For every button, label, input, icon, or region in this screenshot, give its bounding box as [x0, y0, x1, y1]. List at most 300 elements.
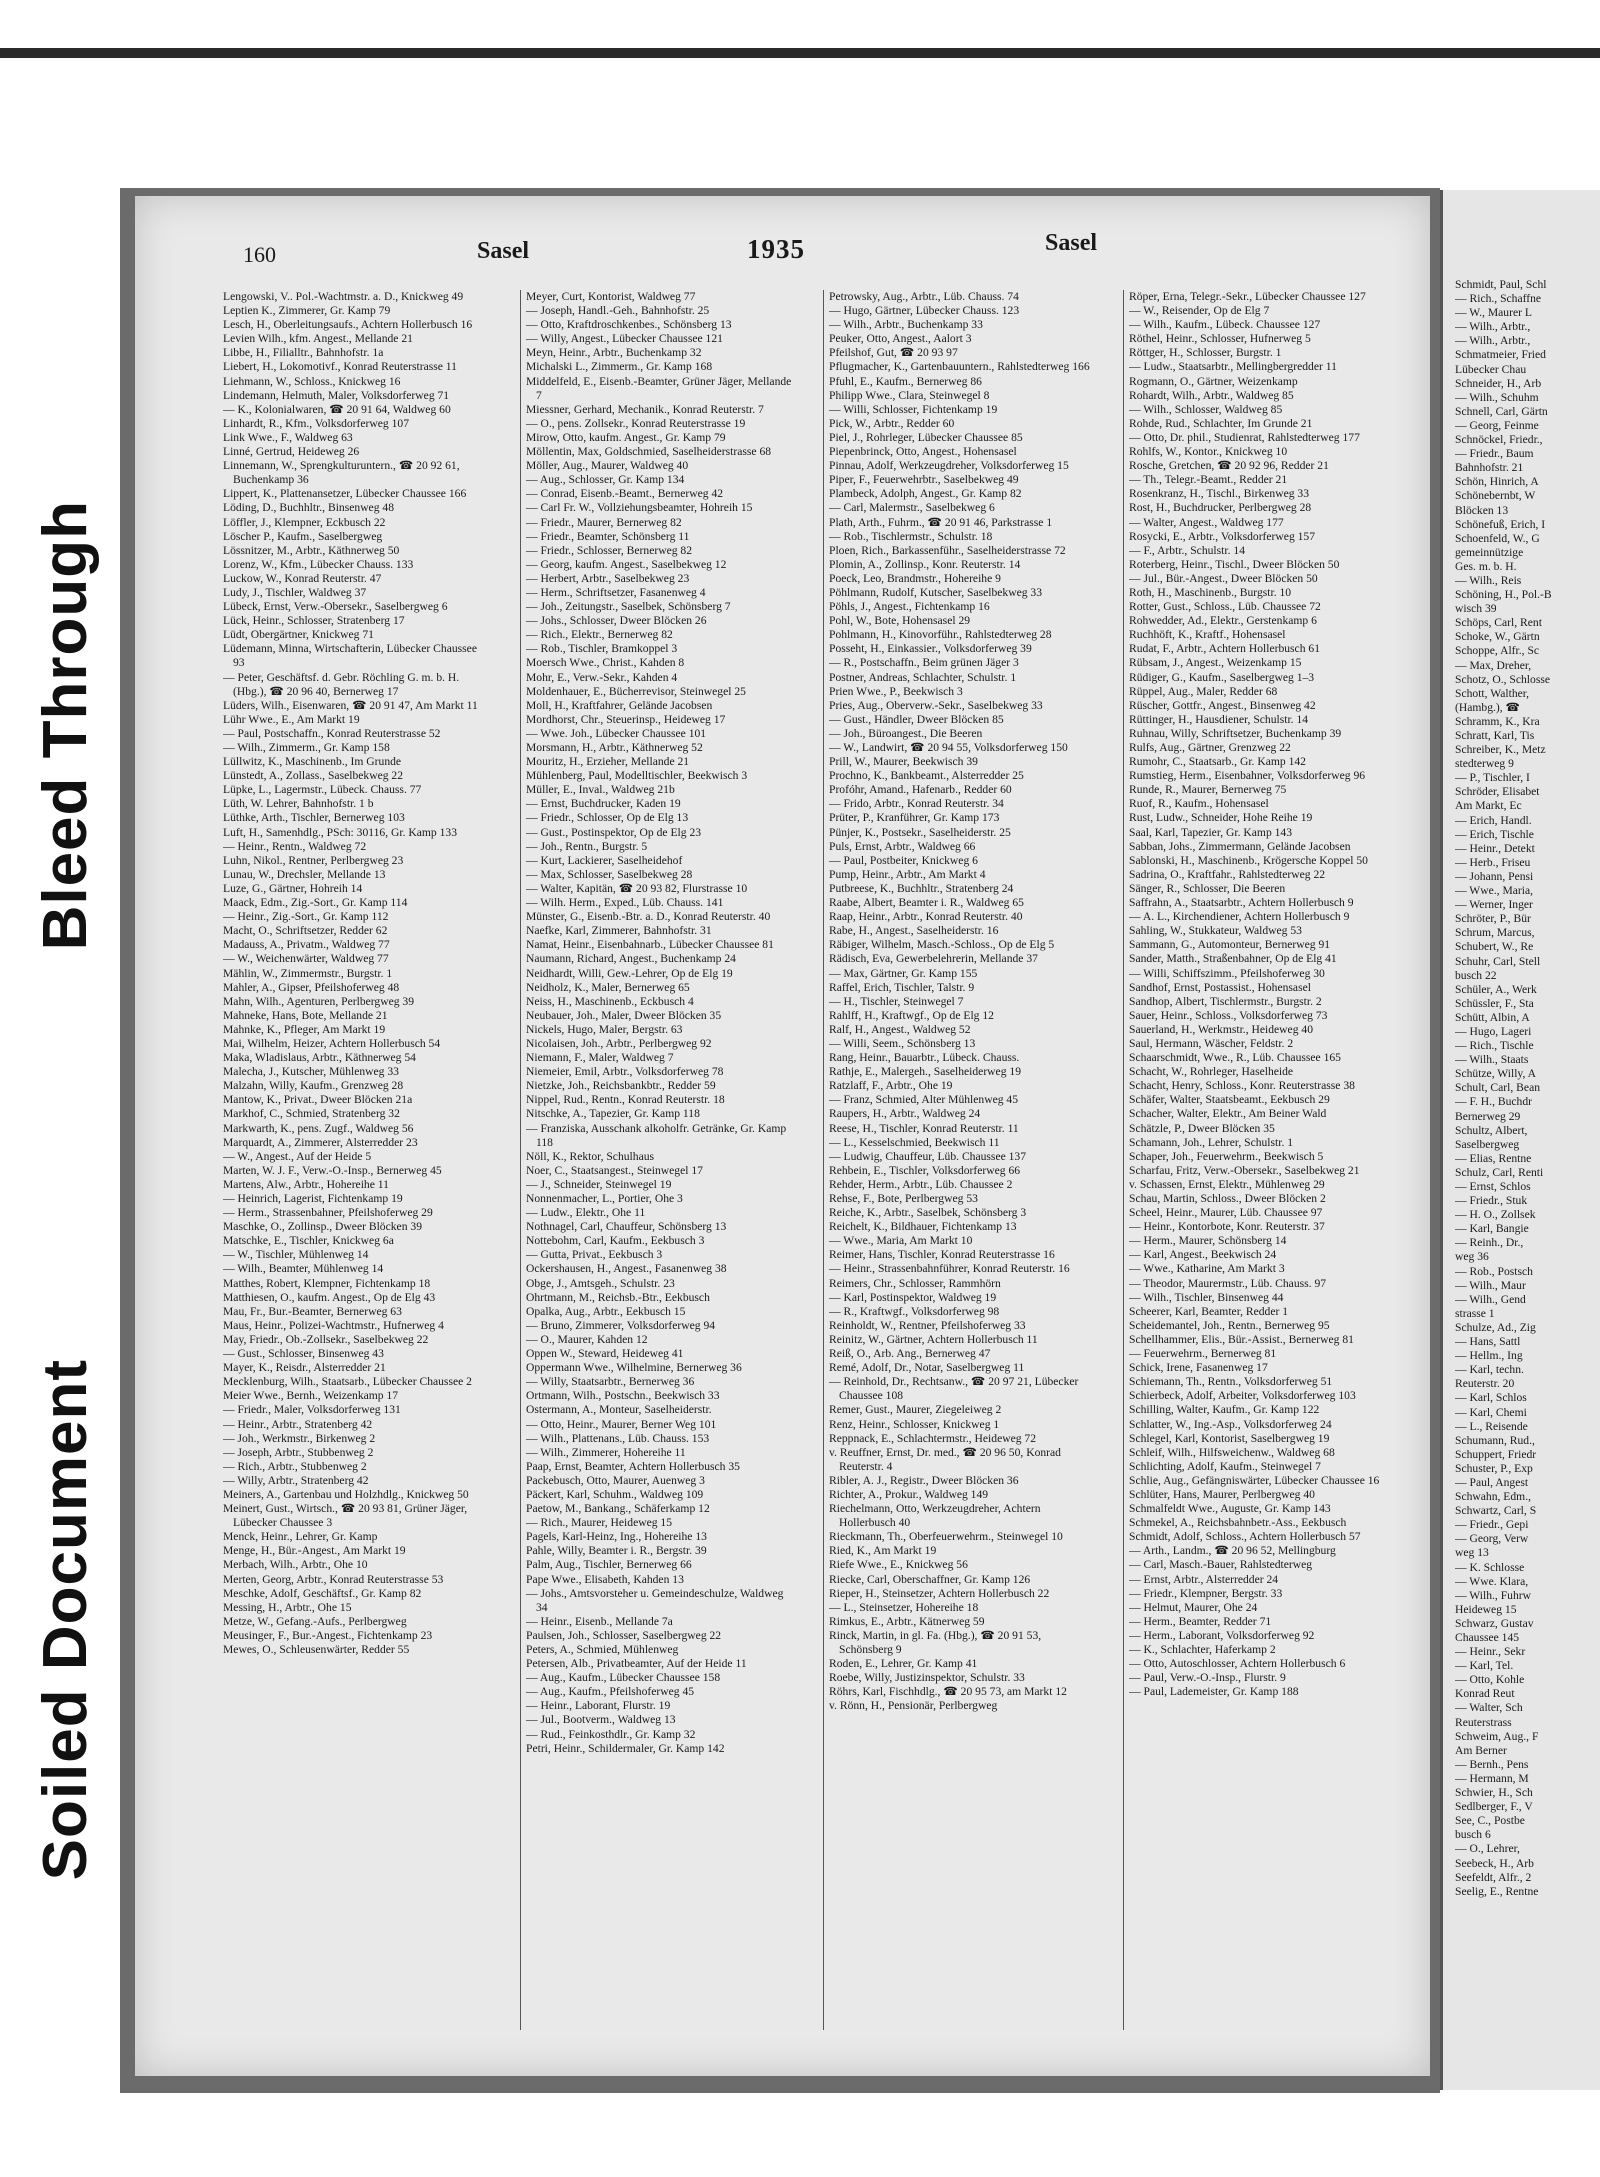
directory-entry: — W., Weichenwärter, Waldweg 77 — [223, 952, 389, 966]
directory-entry: — Gust., Händler, Dweer Blöcken 85 — [829, 712, 1004, 726]
adjacent-page-column — [1455, 278, 1600, 1899]
directory-entry: Sablonski, H., Maschinenb., Krögersche Koppel 50 — [1129, 853, 1368, 867]
directory-entry: Paulsen, Joh., Schlosser, Saselbergweg 22 — [526, 1628, 722, 1642]
adjacent-directory-entry: — Hermann, M — [1455, 1771, 1529, 1785]
adjacent-directory-entry: — O., Lehrer, — [1455, 1842, 1520, 1856]
directory-column-4 — [1129, 290, 1397, 2050]
directory-entry: Scheerer, Karl, Beamter, Redder 1 — [1129, 1304, 1289, 1318]
directory-entry: Riecke, Carl, Oberschaffner, Gr. Kamp 126 — [829, 1572, 1031, 1586]
adjacent-directory-entry: — Ernst, Schlos — [1455, 1180, 1531, 1193]
directory-entry: Michalski L., Zimmerm., Gr. Kamp 168 — [526, 360, 713, 374]
directory-entry: Liehmann, W., Schloss., Knickweg 16 — [223, 374, 401, 388]
directory-entry: Meyer, Curt, Kontorist, Waldweg 77 — [526, 290, 696, 303]
bleed-through-label: Bleed Through — [30, 500, 100, 951]
directory-entry: Pöhlmann, Rudolf, Kutscher, Saselbekweg 33 — [829, 585, 1043, 599]
directory-entry: Riefe Wwe., E., Knickweg 56 — [829, 1558, 968, 1572]
directory-entry: Sauer, Heinr., Schloss., Volksdorferweg 73 — [1129, 1008, 1328, 1022]
directory-entry: Menge, H., Bür.-Angest., Am Markt 19 — [223, 1544, 406, 1558]
directory-entry: Meusinger, F., Bur.-Angest., Fichtenkamp 23 — [223, 1628, 433, 1642]
directory-entry: Maschke, O., Zollinsp., Dweer Blöcken 39 — [223, 1220, 422, 1234]
directory-entry: Schacht, Henry, Schloss., Konr. Reuterstrasse 38 — [1129, 1079, 1355, 1093]
adjacent-directory-entry: — P., Tischler, I — [1455, 771, 1530, 785]
adjacent-directory-entry: — Georg, Feinme — [1455, 418, 1539, 432]
page-year: 1935 — [747, 234, 805, 264]
directory-entry: Malecha, J., Kutscher, Mühlenweg 33 — [223, 1065, 399, 1079]
directory-entry: Lesch, H., Oberleitungsaufs., Achtern Hollerbusch 16 — [223, 318, 473, 332]
directory-entry: Mecklenburg, Wilh., Staatsarb., Lübecker Chaussee 2 — [223, 1375, 472, 1389]
directory-entry: — Frido, Arbtr., Konrad Reuterstr. 34 — [829, 797, 1004, 811]
directory-entry: Merten, Georg, Arbtr., Konrad Reuterstrasse 53 — [223, 1572, 444, 1586]
directory-entry: Schacht, W., Rohrleger, Haselheide — [1129, 1065, 1294, 1079]
directory-entry: — Wwe., Katharine, Am Markt 3 — [1129, 1262, 1285, 1276]
directory-entry: Reiche, K., Arbtr., Saselbek, Schönsberg 3 — [829, 1206, 1027, 1220]
adjacent-directory-entry: stedterweg 9 — [1455, 757, 1514, 771]
directory-entry: Poeck, Leo, Brandmstr., Hohereihe 9 — [829, 571, 1001, 585]
directory-entry: — R., Postschaffn., Beim grünen Jäger 3 — [829, 656, 1019, 670]
directory-entry: Münster, G., Eisenb.-Btr. a. D., Konrad Reuterstr. 40 — [526, 910, 771, 924]
adjacent-directory-entry: — Johann, Pensi — [1455, 869, 1534, 883]
directory-entry: May, Friedr., Ob.-Zollsekr., Saselbekweg 22 — [223, 1332, 429, 1346]
directory-entry: — Heinr., Zig.-Sort., Gr. Kamp 112 — [223, 910, 389, 924]
adjacent-directory-entry: — Wilh., Fuhrw — [1455, 1588, 1531, 1602]
adjacent-directory-entry: Schneider, H., Arb — [1455, 376, 1542, 390]
directory-entry: Schick, Irene, Fasanenweg 17 — [1129, 1361, 1268, 1375]
adjacent-directory-entry: — Wilh., Arbtr., — [1455, 334, 1531, 348]
directory-column-3 — [829, 290, 1097, 2050]
directory-entry: Mewes, O., Schleusenwärter, Redder 55 — [223, 1643, 410, 1656]
directory-entry: Rüdiger, G., Kaufm., Saselbergweg 1–3 — [1129, 670, 1315, 684]
directory-entry: Rumohr, C., Staatsarb., Gr. Kamp 142 — [1129, 755, 1306, 769]
directory-entry: Pünjer, K., Postsekr., Saselheiderstr. 25 — [829, 825, 1011, 839]
directory-entry: — Herm., Laborant, Volksdorferweg 92 — [1129, 1628, 1315, 1642]
adjacent-directory-entry: gemeinnützige — [1455, 545, 1524, 559]
directory-entry: Nietzke, Joh., Reichsbankbtr., Redder 59 — [526, 1079, 716, 1093]
directory-entry: Neubauer, Joh., Maler, Dweer Blöcken 35 — [526, 1008, 722, 1022]
directory-entry: Pflugmacher, K., Gartenbauuntern., Rahlstedterweg 166 — [829, 360, 1090, 374]
directory-entry: Ludy, J., Tischler, Waldweg 37 — [223, 585, 367, 599]
directory-entry: — Feuerwehrm., Bernerweg 81 — [1129, 1347, 1277, 1361]
directory-entry: Reiß, O., Arb. Ang., Bernerweg 47 — [829, 1347, 991, 1361]
directory-entry: — K., Kolonialwaren, ☎ 20 91 64, Waldweg 60 — [223, 402, 451, 416]
directory-entry: — Th., Telegr.-Beamt., Redder 21 — [1129, 473, 1288, 487]
directory-entry: Middelfeld, E., Eisenb.-Beamter, Grüner Jäger, Mellande 7 — [526, 374, 792, 402]
directory-entry: Schäfer, Walter, Staatsbeamt., Eekbusch 29 — [1129, 1093, 1330, 1107]
directory-entry: — Heinr., Arbtr., Stratenberg 42 — [223, 1417, 373, 1431]
directory-entry: Rogmann, O., Gärtner, Weizenkamp — [1129, 374, 1298, 388]
adjacent-directory-entry: — Georg, Verw — [1455, 1532, 1529, 1546]
directory-entry: Miessner, Gerhard, Mechanik., Konrad Reuterstr. 7 — [526, 402, 764, 416]
directory-entry: Roth, H., Maschinenb., Burgstr. 10 — [1129, 585, 1292, 599]
adjacent-directory-entry: — Max, Dreher, — [1455, 658, 1532, 672]
directory-entry: Lengowski, V.. Pol.-Wachtmstr. a. D., Knickweg 49 — [223, 290, 464, 303]
directory-entry: Pohl, W., Bote, Hohensasel 29 — [829, 614, 971, 628]
directory-entry: Rahlff, H., Kraftwgf., Op de Elg 12 — [829, 1008, 994, 1022]
directory-entry: — Walter, Angest., Waldweg 177 — [1129, 515, 1284, 529]
directory-entry: — Friedr., Maler, Volksdorferweg 131 — [223, 1403, 401, 1417]
directory-entry: — Willy, Staatsarbtr., Bernerweg 36 — [526, 1375, 695, 1389]
adjacent-directory-entry: Schott, Walther, — [1455, 686, 1530, 700]
directory-entry: Nitschke, A., Tapezier, Gr. Kamp 118 — [526, 1107, 700, 1121]
adjacent-directory-entry: Schüler, A., Werk — [1455, 982, 1537, 996]
adjacent-directory-entry: Schoenfeld, W., G — [1455, 531, 1540, 545]
adjacent-directory-entry: Schultz, Albert, — [1455, 1123, 1528, 1137]
directory-entry: Linhardt, R., Kfm., Volksdorferweg 107 — [223, 416, 410, 430]
directory-entry: Nippel, Rud., Rentn., Konrad Reuterstr. 18 — [526, 1093, 725, 1107]
directory-entry: — Otto, Autoschlosser, Achtern Hollerbusch 6 — [1129, 1657, 1346, 1671]
directory-columns — [223, 290, 1413, 2050]
directory-entry: Mahneke, Hans, Bote, Mellande 21 — [223, 1008, 388, 1022]
directory-entry: Röper, Erna, Telegr.-Sekr., Lübecker Chaussee 127 — [1129, 290, 1366, 303]
adjacent-directory-entry: — Hugo, Lageri — [1455, 1024, 1532, 1038]
directory-entry: Rohwedder, Ad., Elektr., Gerstenkamp 6 — [1129, 614, 1317, 628]
adjacent-directory-entry: — F. H., Buchdr — [1455, 1095, 1533, 1109]
adjacent-directory-entry: — Bernh., Pens — [1455, 1757, 1529, 1771]
directory-entry: Schau, Martin, Schloss., Dweer Blöcken 2 — [1129, 1192, 1326, 1205]
directory-entry: Rehder, Herm., Arbtr., Lüb. Chaussee 2 — [829, 1177, 1013, 1191]
adjacent-directory-entry: — Otto, Kohle — [1455, 1673, 1525, 1687]
directory-entry: Schmekel, A., Reichsbahnbetr.-Ass., Eekbusch — [1129, 1516, 1347, 1530]
adjacent-directory-entry: — Erich, Tischle — [1455, 827, 1534, 841]
directory-entry: v. Reuffner, Ernst, Dr. med., ☎ 20 96 50, Konrad Reuterstr. 4 — [829, 1445, 1061, 1473]
directory-entry: Roden, E., Lehrer, Gr. Kamp 41 — [829, 1657, 978, 1671]
adjacent-directory-entry: Schrum, Marcus, — [1455, 926, 1535, 940]
directory-entry: Naumann, Richard, Angest., Buchenkamp 24 — [526, 952, 736, 966]
directory-entry: Prill, W., Maurer, Beekwisch 39 — [829, 755, 978, 769]
directory-entry: Rehbein, E., Tischler, Volksdorferweg 66 — [829, 1163, 1021, 1177]
adjacent-directory-entry: Schuhr, Carl, Stell — [1455, 954, 1541, 968]
adjacent-directory-entry: — Karl, Tel. — [1455, 1659, 1514, 1673]
directory-entry: — Heinrich, Lagerist, Fichtenkamp 19 — [223, 1192, 403, 1205]
adjacent-directory-entry: — Elias, Rentne — [1455, 1151, 1532, 1165]
directory-entry: Pfuhl, E., Kaufm., Bernerweg 86 — [829, 374, 982, 388]
directory-entry: — Johs., Amtsvorsteher u. Gemeindeschulze, Waldweg 34 — [526, 1586, 784, 1614]
directory-entry: — Friedr., Schlosser, Op de Elg 13 — [526, 811, 689, 825]
adjacent-directory-entry: Seelig, E., Rentne — [1455, 1884, 1539, 1898]
directory-entry: Richter, A., Prokur., Waldweg 149 — [829, 1487, 989, 1501]
directory-entry: Sadrina, O., Kraftfahr., Rahlstedterweg 22 — [1129, 867, 1326, 881]
directory-entry: Rumstieg, Herm., Eisenbahner, Volksdorferweg 96 — [1129, 769, 1366, 783]
directory-entry: — Joh., Zeitungstr., Saselbek, Schönsberg 7 — [526, 600, 731, 614]
directory-entry: Meier Wwe., Bernh., Weizenkamp 17 — [223, 1389, 399, 1403]
directory-entry: Scharfau, Fritz, Verw.-Obersekr., Saselbekweg 21 — [1129, 1163, 1360, 1177]
directory-entry: Rang, Heinr., Bauarbtr., Lübeck. Chauss. — [829, 1051, 1020, 1065]
directory-entry: — Walter, Kapitän, ☎ 20 93 82, Flurstrasse 10 — [526, 881, 748, 895]
directory-entry: — Aug., Kaufm., Lübecker Chaussee 158 — [526, 1671, 721, 1685]
directory-entry: Rost, H., Buchdrucker, Perlbergweg 28 — [1129, 501, 1312, 515]
directory-entry: Marten, W. J. F., Verw.-O.-Insp., Bernerweg 45 — [223, 1163, 442, 1177]
directory-entry: Mayer, K., Reisdr., Alsterredder 21 — [223, 1361, 386, 1375]
directory-entry: Rüppel, Aug., Maler, Redder 68 — [1129, 684, 1278, 698]
directory-entry: Remer, Gust., Maurer, Ziegeleiweg 2 — [829, 1403, 1002, 1417]
directory-entry: Sänger, R., Schlosser, Die Beeren — [1129, 881, 1286, 895]
running-head-left: Sasel — [477, 238, 530, 264]
adjacent-directory-entry: Schulze, Ad., Zig — [1455, 1320, 1536, 1334]
directory-entry: Reinitz, W., Gärtner, Achtern Hollerbusch 11 — [829, 1332, 1038, 1346]
directory-entry: Luhn, Nikol., Rentner, Perlbergweg 23 — [223, 853, 404, 867]
directory-entry: Renz, Heinr., Schlosser, Knickweg 1 — [829, 1417, 1000, 1431]
directory-entry: Ockershausen, H., Angest., Fasanenweg 38 — [526, 1262, 727, 1276]
directory-entry: Palm, Aug., Tischler, Bernerweg 66 — [526, 1558, 692, 1572]
adjacent-directory-entry: — Walter, Sch — [1455, 1701, 1523, 1715]
directory-entry: Matthes, Robert, Klempner, Fichtenkamp 18 — [223, 1276, 431, 1290]
directory-entry: Oppen W., Steward, Heideweg 41 — [526, 1347, 684, 1361]
directory-entry: — Friedr., Maurer, Bernerweg 82 — [526, 515, 682, 529]
directory-entry: Pump, Heinr., Arbtr., Am Markt 4 — [829, 867, 986, 881]
directory-entry: Lück, Heinr., Schlosser, Stratenberg 17 — [223, 614, 405, 628]
directory-entry: Meyn, Heinr., Arbtr., Buchenkamp 32 — [526, 346, 702, 360]
directory-entry: — Joseph, Handl.-Geh., Bahnhofstr. 25 — [526, 304, 710, 318]
directory-entry: Matschke, E., Tischler, Knickweg 6a — [223, 1234, 394, 1248]
directory-entry: — Friedr., Schlosser, Bernerweg 82 — [526, 543, 693, 557]
adjacent-directory-entry: Schuster, P., Exp — [1455, 1461, 1533, 1475]
adjacent-directory-entry: Blöcken 13 — [1455, 503, 1509, 517]
directory-entry: Luze, G., Gärtner, Hohreih 14 — [223, 881, 363, 895]
directory-entry: Plath, Arth., Fuhrm., ☎ 20 91 46, Parkstrasse 1 — [829, 515, 1053, 529]
directory-entry: — Wilh., Zimmerm., Gr. Kamp 158 — [223, 741, 390, 754]
adjacent-directory-entry: Schöning, H., Pol.-B — [1455, 588, 1552, 602]
directory-entry: Lühr Wwe., E., Am Markt 19 — [223, 712, 360, 726]
directory-entry: Lüllwitz, K., Maschinenb., Im Grunde — [223, 755, 402, 769]
adjacent-directory-entry: — Herb., Friseu — [1455, 855, 1531, 869]
directory-entry: Ohrtmann, M., Reichsb.-Btr., Eekbusch — [526, 1290, 710, 1304]
directory-entry: Pape Wwe., Elisabeth, Kahden 13 — [526, 1572, 684, 1586]
directory-entry: — R., Kraftwgf., Volksdorferweg 98 — [829, 1304, 1000, 1318]
directory-entry: Linnemann, W., Sprengkulturuntern., ☎ 20 92 61, Buchenkamp 36 — [223, 459, 460, 487]
directory-entry: Riechelmann, Otto, Werkzeugdreher, Achtern Hollerbusch 40 — [829, 1502, 1041, 1530]
directory-entry: Mühlenberg, Paul, Modelltischler, Beekwisch 3 — [526, 769, 748, 783]
directory-entry: — Paul, Lademeister, Gr. Kamp 188 — [1129, 1685, 1299, 1699]
directory-entry: — Joh., Büroangest., Die Beeren — [829, 726, 983, 740]
directory-entry: — W., Tischler, Mühlenweg 14 — [223, 1248, 369, 1262]
directory-entry: Schleif, Wilh., Hilfsweichenw., Waldweg 68 — [1129, 1445, 1335, 1459]
directory-entry: Schlie, Aug., Gefängniswärter, Lübecker Chaussee 16 — [1129, 1473, 1380, 1487]
directory-entry: — Heinr., Kontorbote, Konr. Reuterstr. 37 — [1129, 1220, 1325, 1234]
directory-entry: Plomin, A., Zollinsp., Konr. Reuterstr. 14 — [829, 557, 1021, 571]
directory-entry: — Otto, Heinr., Maurer, Berner Weg 101 — [526, 1417, 717, 1431]
directory-entry: Namat, Heinr., Eisenbahnarb., Lübecker Chaussee 81 — [526, 938, 774, 952]
directory-entry: — L., Kesselschmied, Beekwisch 11 — [829, 1135, 1000, 1149]
directory-entry: Rieper, H., Steinsetzer, Achtern Hollerbusch 22 — [829, 1586, 1050, 1600]
adjacent-directory-entry: — Rich., Schaffne — [1455, 292, 1542, 306]
directory-entry: Pohlmann, H., Kinovorführ., Rahlstedterweg 28 — [829, 628, 1052, 642]
directory-entry: Schlichting, Adolf, Kaufm., Steinwegel 7 — [1129, 1459, 1321, 1473]
directory-entry: Moll, H., Kraftfahrer, Gelände Jacobsen — [526, 698, 713, 712]
directory-entry: Mahnke, K., Pfleger, Am Markt 19 — [223, 1022, 386, 1036]
adjacent-directory-entry: — Karl, Chemi — [1455, 1405, 1527, 1419]
directory-entry: Nicolaisen, Joh., Arbtr., Perlbergweg 92 — [526, 1036, 712, 1050]
directory-entry: Peuker, Otto, Angest., Aalort 3 — [829, 332, 972, 346]
directory-entry: Matthiesen, O., kaufm. Angest., Op de Elg 43 — [223, 1290, 436, 1304]
directory-entry: v. Schassen, Ernst, Elektr., Mühlenweg 29 — [1129, 1177, 1325, 1191]
adjacent-directory-entry: Ges. m. b. H. — [1455, 559, 1517, 573]
directory-entry: — Heinr., Laborant, Flurstr. 19 — [526, 1699, 671, 1713]
directory-entry: Rädisch, Eva, Gewerbelehrerin, Mellande 37 — [829, 952, 1038, 966]
directory-entry: Noer, C., Staatsangest., Steinwegel 17 — [526, 1163, 703, 1177]
directory-entry: Malzahn, Willy, Kaufm., Grenzweg 28 — [223, 1079, 404, 1093]
directory-entry: Naefke, Karl, Zimmerer, Bahnhofstr. 31 — [526, 924, 712, 938]
directory-entry: Sandhop, Albert, Tischlermstr., Burgstr. 2 — [1129, 994, 1322, 1008]
directory-entry: — Paul, Verw.-O.-Insp., Flurstr. 9 — [1129, 1671, 1286, 1685]
directory-entry: — Gust., Postinspektor, Op de Elg 23 — [526, 825, 702, 839]
directory-entry: Lunau, W., Drechsler, Mellande 13 — [223, 867, 386, 881]
adjacent-directory-entry: Schröder, Elisabet — [1455, 785, 1540, 799]
directory-entry: Saal, Karl, Tapezier, Gr. Kamp 143 — [1129, 825, 1293, 839]
adjacent-directory-entry: — Wilh., Arbtr., — [1455, 320, 1531, 334]
directory-entry: — Wilh., Plattenans., Lüb. Chauss. 153 — [526, 1431, 710, 1445]
directory-entry: Pries, Aug., Oberverw.-Sekr., Saselbekweg 33 — [829, 698, 1043, 712]
directory-entry: Lössnitzer, M., Arbtr., Käthnerweg 50 — [223, 543, 400, 557]
directory-entry: Sahling, W., Stukkateur, Waldweg 53 — [1129, 924, 1302, 938]
directory-entry: — Aug., Kaufm., Pfeilshoferweg 45 — [526, 1685, 695, 1699]
directory-entry: — Kurt, Lackierer, Saselheidehof — [526, 853, 683, 867]
directory-entry: Niemann, F., Maler, Waldweg 7 — [526, 1051, 674, 1065]
directory-entry: — Franz, Schmied, Alter Mühlenweg 45 — [829, 1093, 1019, 1107]
directory-entry: — Wilh., Zimmerer, Hohereihe 11 — [526, 1445, 686, 1459]
directory-entry: Lüders, Wilh., Eisenwaren, ☎ 20 91 47, Am Markt 11 — [223, 698, 478, 712]
adjacent-directory-entry: — Wwe., Maria, — [1455, 884, 1534, 898]
directory-entry: Sabban, Johs., Zimmermann, Gelände Jacobsen — [1129, 839, 1351, 853]
directory-entry: Ploen, Rich., Barkassenführ., Saselheiderstrasse 72 — [829, 543, 1066, 557]
directory-entry: Lüdemann, Minna, Wirtschafterin, Lübecker Chaussee 93 — [223, 642, 477, 670]
directory-entry: Prien Wwe., P., Beekwisch 3 — [829, 684, 963, 698]
directory-entry: — Reinhold, Dr., Rechtsanw., ☎ 20 97 21, Lübecker Chaussee 108 — [829, 1375, 1079, 1403]
adjacent-directory-entry: Schwahn, Edm., — [1455, 1490, 1531, 1504]
directory-entry: Leptien K., Zimmerer, Gr. Kamp 79 — [223, 304, 391, 318]
directory-entry: Reppnack, E., Schlachtermstr., Heideweg 72 — [829, 1431, 1037, 1445]
directory-entry: Linné, Gertrud, Heideweg 26 — [223, 445, 360, 459]
directory-entry: Sauerland, H., Werkmstr., Heideweg 40 — [1129, 1022, 1313, 1036]
directory-entry: — Rob., Tischler, Bramkoppel 3 — [526, 642, 678, 656]
directory-entry: — W., Landwirt, ☎ 20 94 55, Volksdorferweg 150 — [829, 741, 1068, 754]
directory-entry: Liebert, H., Lokomotivf., Konrad Reuterstrasse 11 — [223, 360, 457, 374]
adjacent-directory-entry: Sedlberger, F., V — [1455, 1800, 1533, 1814]
directory-entry: Raabe, Albert, Beamter i. R., Waldweg 65 — [829, 896, 1024, 910]
directory-entry: Mantow, K., Privat., Dweer Blöcken 21a — [223, 1093, 413, 1107]
directory-entry: — Wilh., Tischler, Binsenweg 44 — [1129, 1290, 1284, 1304]
adjacent-directory-entry: — Heinr., Sekr — [1455, 1645, 1526, 1659]
directory-entry: Rosenkranz, H., Tischl., Birkenweg 33 — [1129, 487, 1310, 501]
directory-entry: Saul, Hermann, Wäscher, Feldstr. 2 — [1129, 1036, 1294, 1050]
directory-entry: Mohr, E., Verw.-Sekr., Kahden 4 — [526, 670, 678, 684]
directory-entry: Nöll, K., Rektor, Schulhaus — [526, 1149, 655, 1163]
adjacent-directory-entry: Schnell, Carl, Gärtn — [1455, 404, 1548, 418]
directory-entry: — Willy, Angest., Lübecker Chaussee 121 — [526, 332, 723, 346]
directory-entry: Pöhls, J., Angest., Fichtenkamp 16 — [829, 600, 990, 614]
directory-entry: — Willi, Schlosser, Fichtenkamp 19 — [829, 402, 998, 416]
adjacent-directory-entry: weg 13 — [1455, 1546, 1489, 1560]
directory-entry: Röttger, H., Schlosser, Burgstr. 1 — [1129, 346, 1282, 360]
directory-entry: Reimers, Chr., Schlosser, Rammhörn — [829, 1276, 1001, 1290]
running-head-right: Sasel — [1045, 230, 1098, 256]
adjacent-directory-entry: Schubert, W., Re — [1455, 940, 1534, 954]
soiled-document-label: Soiled Document — [30, 1358, 100, 1880]
directory-entry: Rehse, F., Bote, Perlbergweg 53 — [829, 1192, 978, 1205]
directory-entry: Packebusch, Otto, Maurer, Auenweg 3 — [526, 1473, 705, 1487]
directory-entry: Mordhorst, Chr., Steuerinsp., Heideweg 17 — [526, 712, 726, 726]
adjacent-directory-entry: Saselbergweg — [1455, 1137, 1520, 1151]
directory-entry: Ralf, H., Angest., Waldweg 52 — [829, 1022, 971, 1036]
adjacent-directory-entry: — Heinr., Detekt — [1455, 841, 1535, 855]
adjacent-directory-entry: Schütt, Albin, A — [1455, 1010, 1530, 1024]
directory-entry: Schellhammer, Elis., Bür.-Assist., Bernerweg 81 — [1129, 1332, 1354, 1346]
adjacent-directory-entry: — Rich., Tischle — [1455, 1039, 1534, 1053]
adjacent-directory-entry: Schön, Hinrich, A — [1455, 475, 1539, 489]
directory-entry: Luft, H., Samenhdlg., PSch: 30116, Gr. Kamp 133 — [223, 825, 458, 839]
adjacent-directory-entry: Schmidt, Paul, Schl — [1455, 278, 1547, 291]
adjacent-directory-entry: Lübecker Chau — [1455, 362, 1527, 376]
adjacent-directory-entry: — K. Schlosse — [1455, 1560, 1525, 1574]
directory-entry: — Peter, Geschäftsf. d. Gebr. Röchling G. m. b. H. (Hbg.), ☎ 20 96 40, Bernerweg 17 — [223, 670, 460, 698]
directory-entry: — Rob., Tischlermstr., Schulstr. 18 — [829, 529, 993, 543]
directory-entry: — Herm., Beamter, Redder 71 — [1129, 1614, 1272, 1628]
directory-entry: — Willi, Schiffszimm., Pfeilshoferweg 30 — [1129, 966, 1325, 980]
directory-entry: Rimkus, E., Arbtr., Kätnerweg 59 — [829, 1614, 985, 1628]
directory-entry: — H., Tischler, Steinwegel 7 — [829, 994, 964, 1008]
directory-entry: Rüttinger, H., Hausdiener, Schulstr. 14 — [1129, 712, 1309, 726]
directory-entry: — Georg, kaufm. Angest., Saselbekweg 12 — [526, 557, 727, 571]
directory-entry: Lippert, K., Plattenansetzer, Lübecker Chaussee 166 — [223, 487, 467, 501]
directory-entry: Rabe, H., Angest., Saselheiderstr. 16 — [829, 924, 999, 938]
directory-entry: Marquardt, A., Zimmerer, Alsterredder 23 — [223, 1135, 418, 1149]
directory-entry: Rohlfs, W., Kontor., Knickweg 10 — [1129, 445, 1288, 459]
directory-entry: Nickels, Hugo, Maler, Bergstr. 63 — [526, 1022, 683, 1036]
directory-entry: Ruhnau, Willy, Schriftsetzer, Buchenkamp 39 — [1129, 726, 1342, 740]
directory-entry: Schaper, Joh., Feuerwehrm., Beekwisch 5 — [1129, 1149, 1324, 1163]
directory-entry: Schmidt, Adolf, Schloss., Achtern Hollerbusch 57 — [1129, 1530, 1361, 1544]
directory-entry: Morsmann, H., Arbtr., Käthnerweg 52 — [526, 741, 703, 754]
directory-entry: — Herm., Strassenbahner, Pfeilshoferweg 29 — [223, 1206, 433, 1220]
directory-entry: Moldenhauer, E., Bücherrevisor, Steinwegel 25 — [526, 684, 746, 698]
directory-entry: Lindemann, Helmuth, Maler, Volksdorferweg 71 — [223, 388, 450, 402]
directory-entry: — Wilh., Kaufm., Lübeck. Chaussee 127 — [1129, 318, 1321, 332]
directory-entry: Plambeck, Adolph, Angest., Gr. Kamp 82 — [829, 487, 1022, 501]
directory-entry: Lüth, W. Lehrer, Bahnhofstr. 1 b — [223, 797, 374, 811]
directory-entry: — Willi, Seem., Schönsberg 13 — [829, 1036, 976, 1050]
adjacent-directory-entry: Schütze, Willy, A — [1455, 1067, 1537, 1081]
adjacent-directory-entry: Heideweg 15 — [1455, 1602, 1517, 1616]
directory-entry: Schlüter, Hans, Maurer, Perlbergweg 40 — [1129, 1487, 1315, 1501]
directory-entry: Schilling, Walter, Kaufm., Gr. Kamp 122 — [1129, 1403, 1320, 1417]
directory-entry: Scheidemantel, Joh., Rentn., Bernerweg 95 — [1129, 1318, 1330, 1332]
directory-entry: Rüscher, Gottfr., Angest., Binsenweg 42 — [1129, 698, 1316, 712]
directory-entry: Sander, Matth., Straßenbahner, Op de Elg 41 — [1129, 952, 1337, 966]
directory-entry: — Hugo, Gärtner, Lübecker Chauss. 123 — [829, 304, 1020, 318]
directory-entry: Rotter, Gust., Schloss., Lüb. Chaussee 72 — [1129, 600, 1321, 614]
directory-entry: Schiemann, Th., Rentn., Volksdorferweg 51 — [1129, 1375, 1333, 1389]
directory-entry: Pagels, Karl-Heinz, Ing., Hohereihe 13 — [526, 1530, 707, 1544]
adjacent-directory-entry: Schwartz, Carl, S — [1455, 1504, 1537, 1518]
adjacent-directory-entry: Chaussee 145 — [1455, 1631, 1520, 1644]
directory-entry: Markhof, C., Schmied, Stratenberg 32 — [223, 1107, 400, 1121]
directory-entry: Lüpke, L., Lagermstr., Lübeck. Chauss. 77 — [223, 783, 422, 797]
directory-entry: — Franziska, Ausschank alkoholfr. Getränke, Gr. Kamp 118 — [526, 1121, 787, 1149]
directory-entry: Martens, Alw., Arbtr., Hohereihe 11 — [223, 1177, 389, 1191]
directory-entry: — Joh., Rentn., Burgstr. 5 — [526, 839, 648, 853]
directory-entry: Schierbeck, Adolf, Arbeiter, Volksdorferweg 103 — [1129, 1389, 1356, 1403]
directory-entry: Paap, Ernst, Beamter, Achtern Hollerbusch 35 — [526, 1459, 740, 1473]
directory-entry: Löscher P., Kaufm., Saselbergweg — [223, 529, 383, 543]
directory-entry: — Gutta, Privat., Eekbusch 3 — [526, 1248, 663, 1262]
directory-entry: — Karl, Angest., Beekwisch 24 — [1129, 1248, 1277, 1262]
directory-entry: Libbe, H., Filialltr., Bahnhofstr. 1a — [223, 346, 384, 360]
directory-entry: Rulfs, Aug., Gärtner, Grenzweg 22 — [1129, 741, 1291, 754]
directory-entry: — Heinr., Strassenbahnführer, Konrad Reuterstr. 16 — [829, 1262, 1070, 1276]
directory-entry: Löffler, J., Klempner, Eckbusch 22 — [223, 515, 386, 529]
directory-entry: Lorenz, W., Kfm., Lübecker Chauss. 133 — [223, 557, 414, 571]
directory-entry: Lünstedt, A., Zollass., Saselbekweg 22 — [223, 769, 404, 783]
directory-entry: Opalka, Aug., Arbtr., Eekbusch 15 — [526, 1304, 686, 1318]
adjacent-directory-entry: wisch 39 — [1455, 602, 1497, 616]
